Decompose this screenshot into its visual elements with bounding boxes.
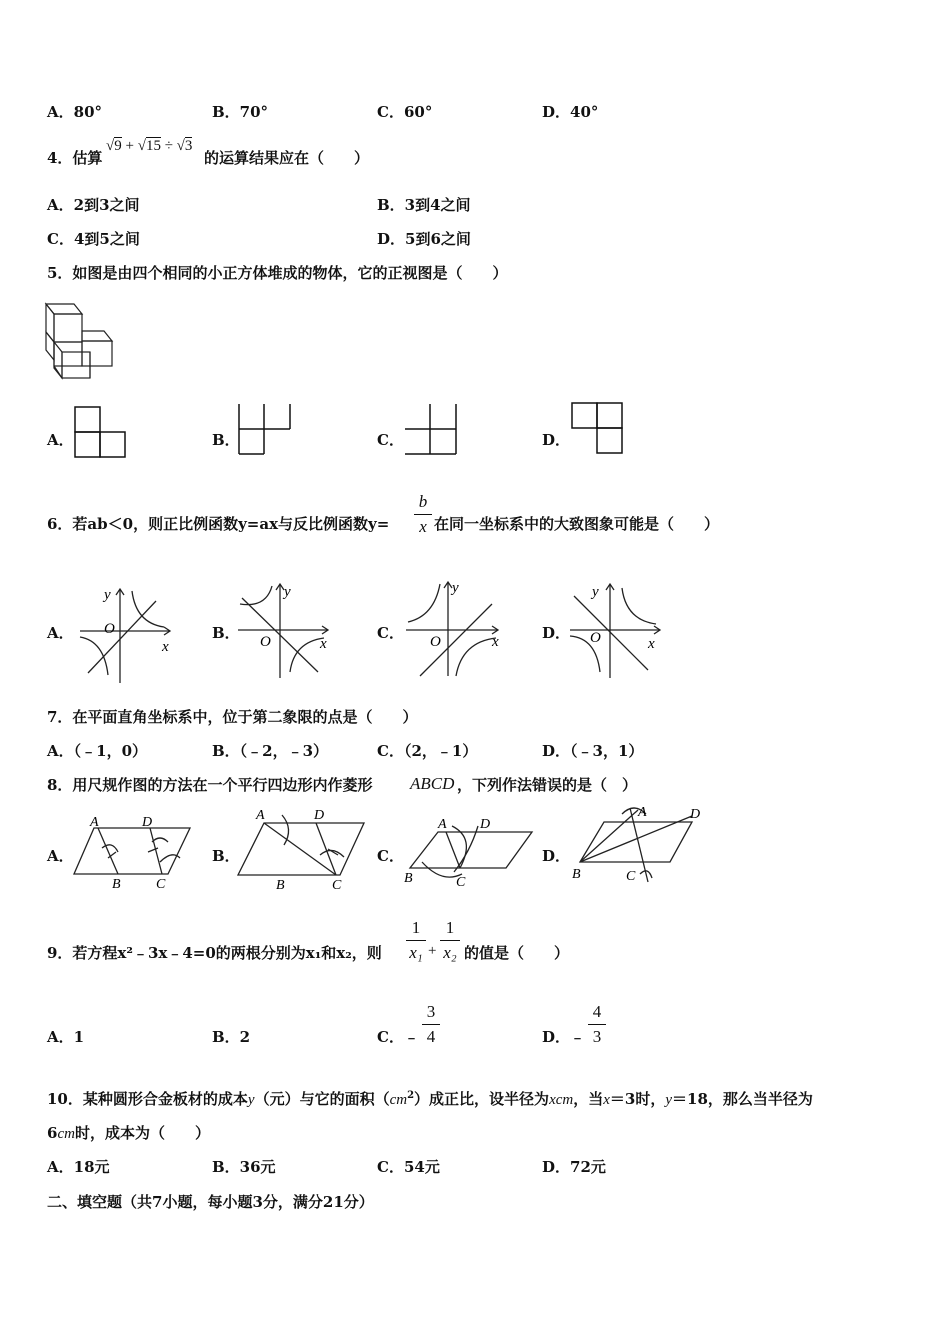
q8-stem-a: 8．用尺规作图的方法在一个平行四边形内作菱形 [47, 776, 373, 794]
q6-c-origin-label: O [430, 634, 441, 650]
q9-stem-a: 9．若方程x²﹣3x﹣4=0的两根分别为x₁和x₂，则 [47, 944, 382, 962]
q4-option-b: B．3到4之间 [377, 196, 471, 214]
q6-c-x-label: x [492, 634, 499, 650]
q5-option-a-figure [74, 406, 126, 458]
q8-d-label-c: C [626, 869, 636, 884]
q9-option-d-fraction: 4 3 [588, 1002, 606, 1047]
q9-option-a: A．1 [47, 1028, 85, 1046]
q7-stem: 7．在平面直角坐标系中，位于第二象限的点是（ ） [47, 708, 418, 726]
q6-fraction: b x [414, 492, 432, 537]
q7-option-a: A．（﹣1，0） [47, 742, 148, 760]
q8-option-a-figure [72, 812, 197, 892]
q8-d-label-a: A [638, 805, 647, 820]
q6-option-d: D． [542, 624, 571, 642]
q5-option-d-figure [571, 402, 624, 454]
q5-option-b-figure [238, 403, 291, 455]
q8-option-b: B． [212, 847, 240, 865]
q8-option-b-figure [236, 805, 371, 893]
q6-a-x-label: x [162, 639, 169, 655]
q5-option-c-figure [404, 403, 457, 455]
q4-expression: √9 + √15 ÷ √3 [106, 138, 193, 154]
q7-option-c: C．（2，﹣1） [377, 742, 478, 760]
q5-option-b: B． [212, 431, 240, 449]
q8-b-label-b: B [276, 878, 285, 893]
q6-option-a-graph [78, 585, 178, 685]
q5-stem: 5．如图是由四个相同的小正方体堆成的物体，它的正视图是（ ） [47, 264, 508, 282]
q6-stem-a: 6．若ab＜0，则正比例函数y=ax与反比例函数y= [47, 515, 390, 533]
q9-fraction-1: 1 x₁ [406, 918, 426, 963]
q8-stem-b: ，下列作法错误的是（ ） [457, 776, 638, 794]
q8-option-d-figure [570, 800, 710, 892]
q4-option-a: A．2到3之间 [47, 196, 140, 214]
q6-d-origin-label: O [590, 630, 601, 646]
q4-number: 4．估算 [47, 149, 103, 167]
q8-d-label-d: D [690, 807, 701, 822]
q8-a-label-a: A [90, 815, 99, 830]
q10-line-1: 10．某种圆形合金板材的成本y（元）与它的面积$(cm^2)$成正比，设半径为xcm，当x＝3时，y＝18，那么当半径为 [47, 1090, 813, 1108]
q10-option-d: D．72元 [542, 1158, 606, 1176]
q8-c-label-b: B [404, 871, 413, 886]
q8-option-d: D． [542, 847, 571, 865]
q6-option-c: C． [377, 624, 404, 642]
q6-c-y-label: y [452, 580, 459, 596]
q8-c-label-c: C [456, 875, 466, 890]
q6-a-origin-label: O [104, 621, 115, 637]
q10-line-2: 6cm时，成本为（ ） [47, 1124, 210, 1142]
q8-option-a: A． [47, 847, 74, 865]
q6-a-y-label: y [104, 587, 111, 603]
q8-c-label-d: D [480, 817, 491, 832]
q6-option-b-graph [236, 580, 336, 680]
q9-option-c: C．﹣ [377, 1028, 419, 1046]
q8-b-label-d: D [314, 808, 325, 823]
q4-option-d: D．5到6之间 [377, 230, 471, 248]
q5-option-c: C． [377, 431, 404, 449]
q8-c-label-a: A [438, 817, 447, 832]
q8-shape-name: ABCD [410, 774, 455, 793]
q8-b-label-c: C [332, 878, 342, 893]
q6-d-y-label: y [592, 584, 599, 600]
q8-a-label-b: B [112, 877, 121, 892]
q6-b-y-label: y [284, 584, 291, 600]
q9-option-d: D．﹣ [542, 1028, 586, 1046]
q6-b-x-label: x [320, 636, 327, 652]
q9-option-c-fraction: 3 4 [422, 1002, 440, 1047]
q6-option-c-graph [404, 578, 504, 678]
q4-option-c: C．4到5之间 [47, 230, 140, 248]
q10-option-c: C．54元 [377, 1158, 440, 1176]
q10-option-b: B．36元 [212, 1158, 276, 1176]
section-2-title: 二、填空题（共7小题，每小题3分，满分21分） [47, 1193, 374, 1211]
q5-option-d: D． [542, 431, 571, 449]
q6-d-x-label: x [648, 636, 655, 652]
q8-a-label-d: D [142, 815, 153, 830]
q6-option-a: A． [47, 624, 74, 642]
q9-plus: + [428, 943, 437, 959]
q7-option-b: B．（﹣2，﹣3） [212, 742, 329, 760]
q6-stem-b: 在同一坐标系中的大致图象可能是（ ） [434, 515, 720, 533]
q8-a-label-c: C [156, 877, 166, 892]
q3-option-d: D．40° [542, 103, 599, 121]
q3-option-c: C．60° [377, 103, 433, 121]
q3-option-b: B．70° [212, 103, 269, 121]
q9-stem-b: 的值是（ ） [464, 944, 570, 962]
q6-option-b: B． [212, 624, 240, 642]
q3-option-a: A．80° [47, 103, 103, 121]
q8-d-label-b: B [572, 867, 581, 882]
q6-b-origin-label: O [260, 634, 271, 650]
q5-option-a: A． [47, 431, 74, 449]
q9-fraction-2: 1 x₂ [440, 918, 460, 963]
q10-option-a: A．18元 [47, 1158, 110, 1176]
q6-option-d-graph [568, 580, 668, 680]
q4-stem-tail: 的运算结果应在（ ） [204, 149, 370, 167]
q5-cube-stack-figure [44, 300, 119, 382]
q8-option-c-figure [402, 812, 537, 894]
q7-option-d: D．（﹣3，1） [542, 742, 644, 760]
q8-option-c: C． [377, 847, 404, 865]
q9-option-b: B．2 [212, 1028, 251, 1046]
q8-b-label-a: A [256, 808, 265, 823]
